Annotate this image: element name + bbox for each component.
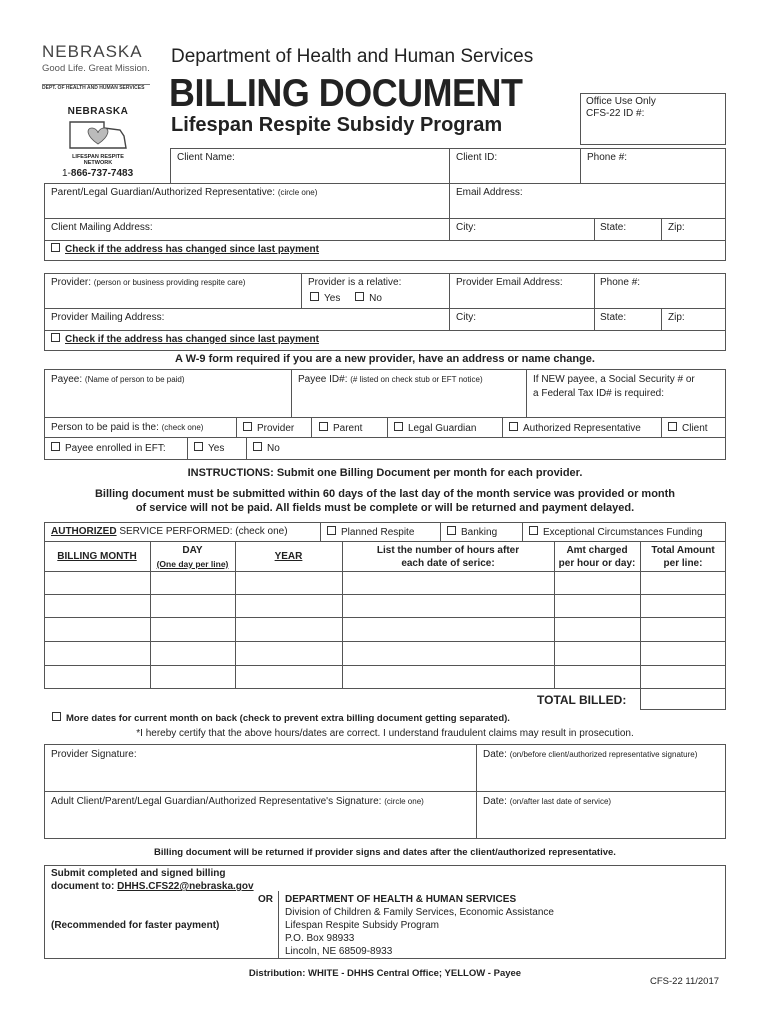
instructions-line-2: Billing document must be submitted within 60 days of the last day of the month service was provided or month (94, 488, 676, 500)
col-total-1: Total Amount (651, 545, 715, 556)
client-address-changed-text: Check if the address has changed since last payment (65, 244, 319, 255)
col-day-note: (One day per line) (156, 559, 229, 569)
col-amt-1: Amt charged (566, 545, 628, 556)
paid-client-label: Client (682, 423, 708, 434)
eft-yes-checkbox[interactable] (194, 442, 203, 451)
submit-line-2 (51, 881, 254, 892)
service-banking-option (447, 526, 497, 538)
total-billed-cell[interactable] (640, 688, 726, 710)
submit-email-link[interactable]: DHHS.CFS22@nebraska.gov (117, 881, 254, 892)
client-state-label: State: (600, 222, 627, 233)
submit-recommended: (Recommended for faster payment) (51, 920, 220, 931)
logo-divider (42, 84, 150, 85)
client-date-label (483, 796, 611, 807)
paid-provider-label: Provider (257, 423, 295, 434)
payee-id-text: Payee ID#: (298, 374, 348, 385)
submit-line-1: Submit completed and signed billing (51, 868, 226, 879)
payee-text: Payee: (51, 374, 83, 385)
provider-mailing-label: Provider Mailing Address: (51, 312, 165, 323)
client-mailing-label: Client Mailing Address: (51, 222, 153, 233)
provider-address-changed-text: Check if the address has changed since last payment (65, 334, 319, 345)
eft-no-checkbox[interactable] (253, 442, 262, 451)
service-exceptional-option (529, 526, 703, 538)
network-phone-prefix: 1- (62, 168, 71, 179)
client-section (170, 148, 726, 184)
provider-label (51, 277, 245, 288)
return-notice: Billing document will be returned if provider signs and dates after the client/authorized representative. (154, 847, 616, 858)
form-id: CFS-22 11/2017 (650, 976, 720, 987)
payee-note: (Name of person to be paid) (84, 375, 185, 384)
new-payee-note-2: a Federal Tax ID# is required: (533, 388, 664, 399)
relative-yes-checkbox[interactable] (310, 292, 319, 301)
client-zip-label: Zip: (668, 222, 685, 233)
client-signature-label (51, 796, 424, 807)
provider-date-text: Date: (483, 749, 507, 760)
total-billed-label: TOTAL BILLED: (537, 693, 627, 707)
submit-line-2-text: document to: (51, 881, 118, 892)
client-date-note: (on/after last date of service) (509, 797, 612, 806)
col-hours-1: List the number of hours after (376, 545, 520, 556)
paid-is-label (51, 422, 203, 433)
provider-email-label: Provider Email Address: (456, 277, 563, 288)
paid-guardian-checkbox[interactable] (394, 422, 403, 431)
col-day: DAY (182, 545, 203, 556)
eft-yes-label: Yes (208, 443, 225, 454)
address-line-2: Division of Children & Family Services, Economic Assistance (285, 907, 554, 918)
relative-no-checkbox[interactable] (355, 292, 364, 301)
client-phone-label: Phone #: (587, 152, 628, 163)
logo-dept: DEPT. OF HEALTH AND HUMAN SERVICES (42, 85, 145, 91)
provider-relative-options (310, 292, 382, 304)
service-exceptional-checkbox[interactable] (529, 526, 538, 535)
provider-signature-label: Provider Signature: (51, 749, 137, 760)
client-email-label: Email Address: (456, 187, 523, 198)
eft-no-label: No (267, 443, 280, 454)
paid-guardian-label: Legal Guardian (408, 423, 477, 434)
new-payee-note-1: If NEW payee, a Social Security # or (533, 374, 695, 385)
client-address-changed (51, 243, 319, 255)
department-name: Department of Health and Human Services (171, 46, 534, 67)
logo-tagline: Good Life. Great Mission. (42, 63, 150, 74)
client-date-text: Date: (483, 796, 507, 807)
office-use-label: Office Use Only (586, 96, 656, 107)
provider-city-label: City: (456, 312, 476, 323)
paid-parent-checkbox[interactable] (319, 422, 328, 431)
guardian-note: (circle one) (277, 188, 318, 197)
client-name-label: Client Name: (177, 152, 235, 163)
cfs-id-label: CFS-22 ID #: (586, 108, 645, 119)
paid-rep-label: Authorized Representative (523, 423, 641, 434)
payee-id-note: (# listed on check stub or EFT notice) (350, 375, 483, 384)
certify-statement: *I hereby certify that the above hours/dates are correct. I understand fraudulent claims may result in prosecution. (136, 728, 634, 739)
provider-date-note: (on/before client/authorized representative signature) (509, 750, 698, 759)
paid-parent-label: Parent (333, 423, 363, 434)
address-line-4: P.O. Box 98933 (285, 933, 355, 944)
provider-zip-label: Zip: (668, 312, 685, 323)
service-planned-option (327, 526, 414, 538)
page-title: BILLING DOCUMENT (169, 72, 523, 115)
network-name-1: LIFESPAN RESPITE (72, 154, 124, 160)
more-dates-checkbox[interactable] (52, 712, 61, 721)
provider-note: (person or business providing respite care) (93, 278, 246, 287)
client-address-changed-checkbox[interactable] (51, 243, 60, 252)
paid-is-note: (check one) (161, 423, 204, 432)
client-id-label: Client ID: (456, 152, 498, 163)
paid-rep-checkbox[interactable] (509, 422, 518, 431)
paid-provider-checkbox[interactable] (243, 422, 252, 431)
service-planned-checkbox[interactable] (327, 526, 336, 535)
eft-yes-option (194, 442, 224, 454)
paid-provider-option (243, 422, 294, 434)
table-row[interactable] (44, 617, 726, 618)
distribution-note: Distribution: WHITE - DHHS Central Office; YELLOW - Payee (248, 968, 522, 979)
nebraska-heart-icon (68, 118, 128, 152)
submit-or: OR (258, 894, 273, 905)
client-signature-note: (circle one) (384, 797, 424, 806)
col-total-2: per line: (663, 558, 703, 569)
service-performed-text: SERVICE PERFORMED: (check one) (116, 526, 288, 537)
client-signature-text: Adult Client/Parent/Legal Guardian/Authorized Representative's Signature: (51, 796, 382, 807)
instructions-line-1: INSTRUCTIONS: Submit one Billing Document per month for each provider. (187, 467, 583, 479)
paid-client-checkbox[interactable] (668, 422, 677, 431)
relative-yes-label: Yes (324, 293, 341, 304)
paid-client-option (668, 422, 708, 434)
eft-no-option (253, 442, 280, 454)
client-city-label: City: (456, 222, 476, 233)
payee-id-label (298, 374, 483, 385)
col-billing-month: BILLING MONTH (57, 551, 137, 562)
more-dates-option (52, 712, 510, 724)
service-banking-checkbox[interactable] (447, 526, 456, 535)
col-hours-2: each date of serice: (401, 558, 495, 569)
office-use-box (580, 93, 726, 145)
service-exceptional-label: Exceptional Circumstances Funding (543, 527, 703, 538)
service-authorized: AUTHORIZED (51, 526, 117, 537)
eft-checkbox[interactable] (51, 442, 60, 451)
provider-phone-label: Phone #: (600, 277, 641, 288)
payee-label (51, 374, 185, 385)
network-name-2: NETWORK (83, 160, 113, 166)
instructions-line-3: of service will not be paid. All fields must be complete or will be returned and payment delayed. (135, 502, 635, 514)
program-name: Lifespan Respite Subsidy Program (171, 114, 503, 136)
provider-state-label: State: (600, 312, 627, 323)
lifespan-network-logo (62, 106, 134, 166)
paid-guardian-option (394, 422, 476, 434)
relative-no-label: No (369, 293, 382, 304)
table-row[interactable] (44, 665, 726, 666)
address-line-3: Lifespan Respite Subsidy Program (285, 920, 439, 931)
network-phone-number: 866-737-7483 (70, 168, 134, 179)
paid-is-text: Person to be paid is the: (51, 422, 159, 433)
guardian-text: Parent/Legal Guardian/Authorized Representative: (51, 187, 276, 198)
col-amt-2: per hour or day: (558, 558, 636, 569)
w9-notice: A W-9 form required if you are a new provider, have an address or name change. (175, 353, 595, 365)
more-dates-label: More dates for current month on back (check to prevent extra billing document getting separated). (66, 713, 510, 724)
table-row[interactable] (44, 641, 726, 642)
eft-option (51, 442, 166, 454)
service-planned-label: Planned Respite (341, 527, 415, 538)
eft-label: Payee enrolled in EFT: (65, 443, 166, 454)
provider-address-changed (51, 333, 319, 345)
address-line-1: DEPARTMENT OF HEALTH & HUMAN SERVICES (285, 894, 517, 905)
col-year: YEAR (274, 551, 303, 562)
network-state: NEBRASKA (67, 106, 129, 117)
table-row[interactable] (44, 594, 726, 595)
paid-rep-option (509, 422, 641, 434)
service-performed-label (51, 526, 288, 537)
paid-parent-option (319, 422, 362, 434)
provider-date-label (483, 749, 697, 760)
service-banking-label: Banking (461, 527, 498, 538)
provider-address-changed-checkbox[interactable] (51, 333, 60, 342)
address-line-5: Lincoln, NE 68509-8933 (285, 946, 393, 957)
network-phone (62, 168, 133, 179)
provider-relative-label: Provider is a relative: (308, 277, 402, 288)
logo-state: NEBRASKA (42, 42, 143, 61)
guardian-label (51, 187, 317, 198)
provider-text: Provider: (51, 277, 92, 288)
